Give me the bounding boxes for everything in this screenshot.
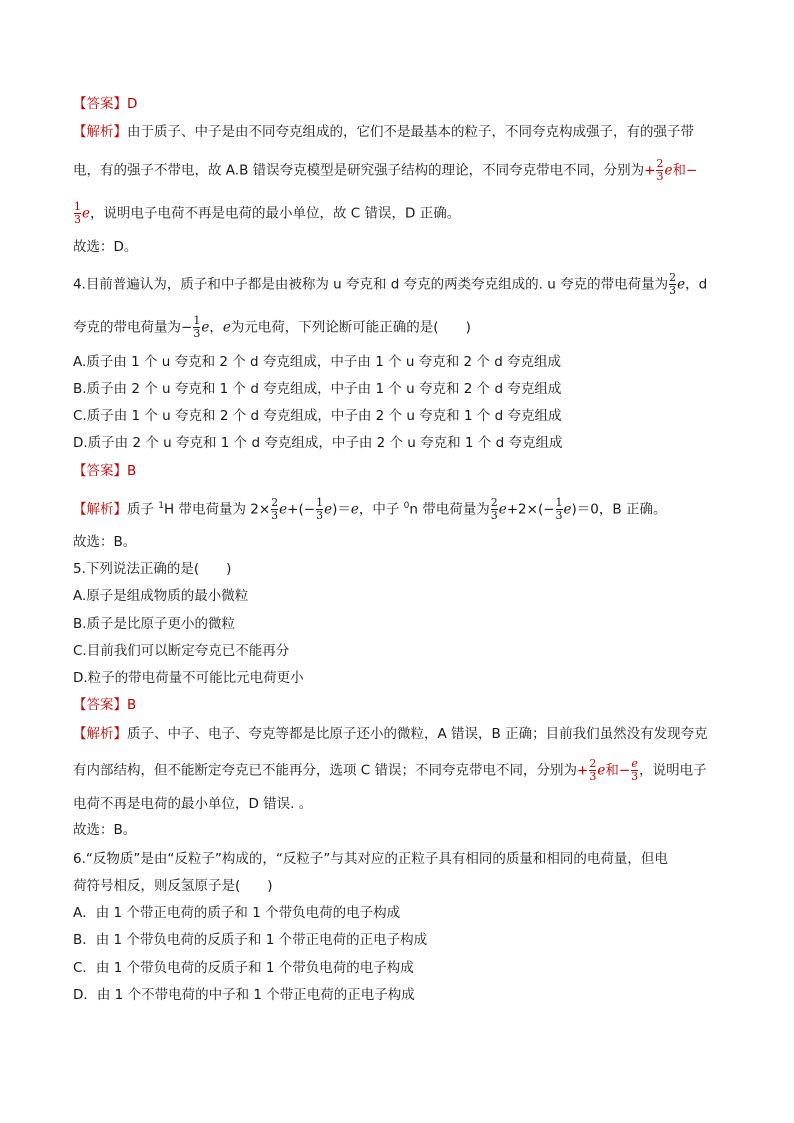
option-c: C.目前我们可以断定夸克已不能再分	[73, 643, 290, 659]
answer-tag: 【答案】	[73, 697, 127, 713]
fraction-two-thirds: $\frac{2}{3}$	[669, 271, 677, 297]
selection-5: 故选：B。	[73, 822, 137, 838]
option-a: A．由 1 个带正电荷的质子和 1 个带负电荷的电子构成	[73, 905, 401, 921]
selection-1: 故选：D。	[73, 239, 138, 255]
option-d: D．由 1 个不带电荷的中子和 1 个带正电荷的正电子构成	[73, 987, 415, 1003]
question-text: 夸克的带电荷量为−	[73, 319, 193, 336]
fraction-one-third: $\frac{1}{3}$	[74, 200, 81, 226]
fraction-two-thirds: $\frac{2}{3}$	[656, 157, 664, 183]
answer-value: B	[127, 697, 137, 713]
explanation-4: 【解析】质子 $^1$H 带电荷量为 2× $\frac{2}{3}$ e+(− $\frac{1}{3}$ e)＝e，中子 $^0$n 带电荷量为 $\frac{2}{3}$ e+2×(− $\frac{1}{3}$ e)＝0，B 正确。	[73, 496, 667, 522]
and-minus: 和−	[672, 162, 698, 179]
question-6-line-2: 荷符号相反，则反氢原子是( )	[73, 878, 273, 894]
question-text: 4.目前普遍认为，质子和中子都是由被称为 u 夸克和 d 夸克的两类夸克组成的. u 夸克的带电荷量为	[73, 276, 669, 293]
explanation-text: ，说明电子电荷不再是电荷的最小单位，故 C 错误，D 正确。	[90, 205, 461, 222]
option-c: C.质子由 1 个 u 夸克和 2 个 d 夸克组成，中子由 2 个 u 夸克和 1 个 d 夸克组成	[73, 408, 562, 424]
explanation-tag: 【解析】	[73, 124, 127, 140]
question-text: ，d	[685, 276, 708, 293]
option-b: B.质子由 2 个 u 夸克和 1 个 d 夸克组成，中子由 1 个 u 夸克和 2 个 d 夸克组成	[73, 381, 562, 397]
charge-e: e	[82, 205, 90, 222]
option-a: A.原子是组成物质的最小微粒	[73, 588, 249, 604]
plus-sign: +	[644, 162, 656, 179]
option-d: D.质子由 2 个 u 夸克和 1 个 d 夸克组成，中子由 2 个 u 夸克和 1 个 d 夸克组成	[73, 435, 563, 451]
fraction-one-third: $\frac{1}{3}$	[316, 496, 324, 522]
explanation-1-line-3	[73, 201, 460, 226]
option-b: B.质子是比原子更小的微粒	[73, 616, 236, 632]
fraction-one-third: $\frac{1}{3}$	[193, 314, 201, 340]
charge-e: e	[677, 276, 686, 293]
explanation-text: 由于质子、中子是由不同夸克组成的，它们不是最基本的粒子，不同夸克构成强子，有的强子带	[127, 124, 694, 140]
answer-tag: 【答案】	[73, 463, 127, 479]
question-text: 为元电荷，下列论断可能正确的是( )	[230, 319, 471, 336]
explanation-1-line-2	[73, 158, 697, 183]
charge-e: e	[222, 319, 231, 336]
answer-line-1	[73, 94, 137, 114]
fraction-two-thirds: $\frac{2}{3}$	[589, 757, 597, 783]
answer-line-4	[73, 461, 136, 481]
question-6-line-1: 6.“反物质”是由“反粒子”构成的，“反粒子”与其对应的正粒子具有相同的质量和相同的电荷量，但电	[73, 851, 668, 867]
answer-value: B	[127, 463, 137, 479]
option-d: D.粒子的带电荷量不可能比元电荷更小	[73, 670, 304, 686]
answer-value: D	[127, 96, 138, 112]
option-a: A.质子由 1 个 u 夸克和 2 个 d 夸克组成，中子由 1 个 u 夸克和 2 个 d 夸克组成	[73, 354, 562, 370]
explanation-tag: 【解析】	[73, 726, 127, 742]
fraction-two-thirds: $\frac{2}{3}$	[271, 496, 279, 522]
explanation-5-line-2: 有内部结构，但不能断定夸克已不能再分，选项 C 错误；不同夸克带电不同，分别为+ $\frac{2}{3}$ e和− $\frac{e}{3}$ ，说明电子	[73, 757, 707, 783]
charge-e: e	[664, 162, 673, 179]
explanation-5-line-3: 电荷不再是电荷的最小单位，D 错误. 。	[73, 796, 313, 812]
fraction-two-thirds: $\frac{2}{3}$	[490, 496, 498, 522]
explanation-5-line-1: 【解析】质子、中子、电子、夸克等都是比原子还小的微粒，A 错误，B 正确；目前我们虽然没有发现夸克	[73, 726, 708, 742]
question-4-line-1	[73, 272, 707, 297]
answer-tag: 【答案】	[73, 96, 127, 112]
selection-4: 故选：B。	[73, 534, 137, 550]
answer-line-5	[73, 695, 136, 715]
option-b: B．由 1 个带负电荷的反质子和 1 个带正电荷的正电子构成	[73, 932, 428, 948]
explanation-text: 电，有的强子不带电，故 A.B 错误夸克模型是研究强子结构的理论，不同夸克带电不同，分别为	[73, 162, 645, 179]
question-4-line-2	[73, 315, 471, 340]
explanation-tag: 【解析】	[73, 501, 127, 518]
fraction-e-thirds: $\frac{e}{3}$	[631, 757, 639, 783]
question-text: ，	[209, 319, 223, 336]
charge-e: e	[201, 319, 210, 336]
fraction-one-third: $\frac{1}{3}$	[555, 496, 563, 522]
explanation-1-line-1	[73, 122, 694, 142]
question-5-stem: 5.下列说法正确的是( )	[73, 561, 232, 577]
option-c: C．由 1 个带负电荷的反质子和 1 个带负电荷的电子构成	[73, 960, 414, 976]
